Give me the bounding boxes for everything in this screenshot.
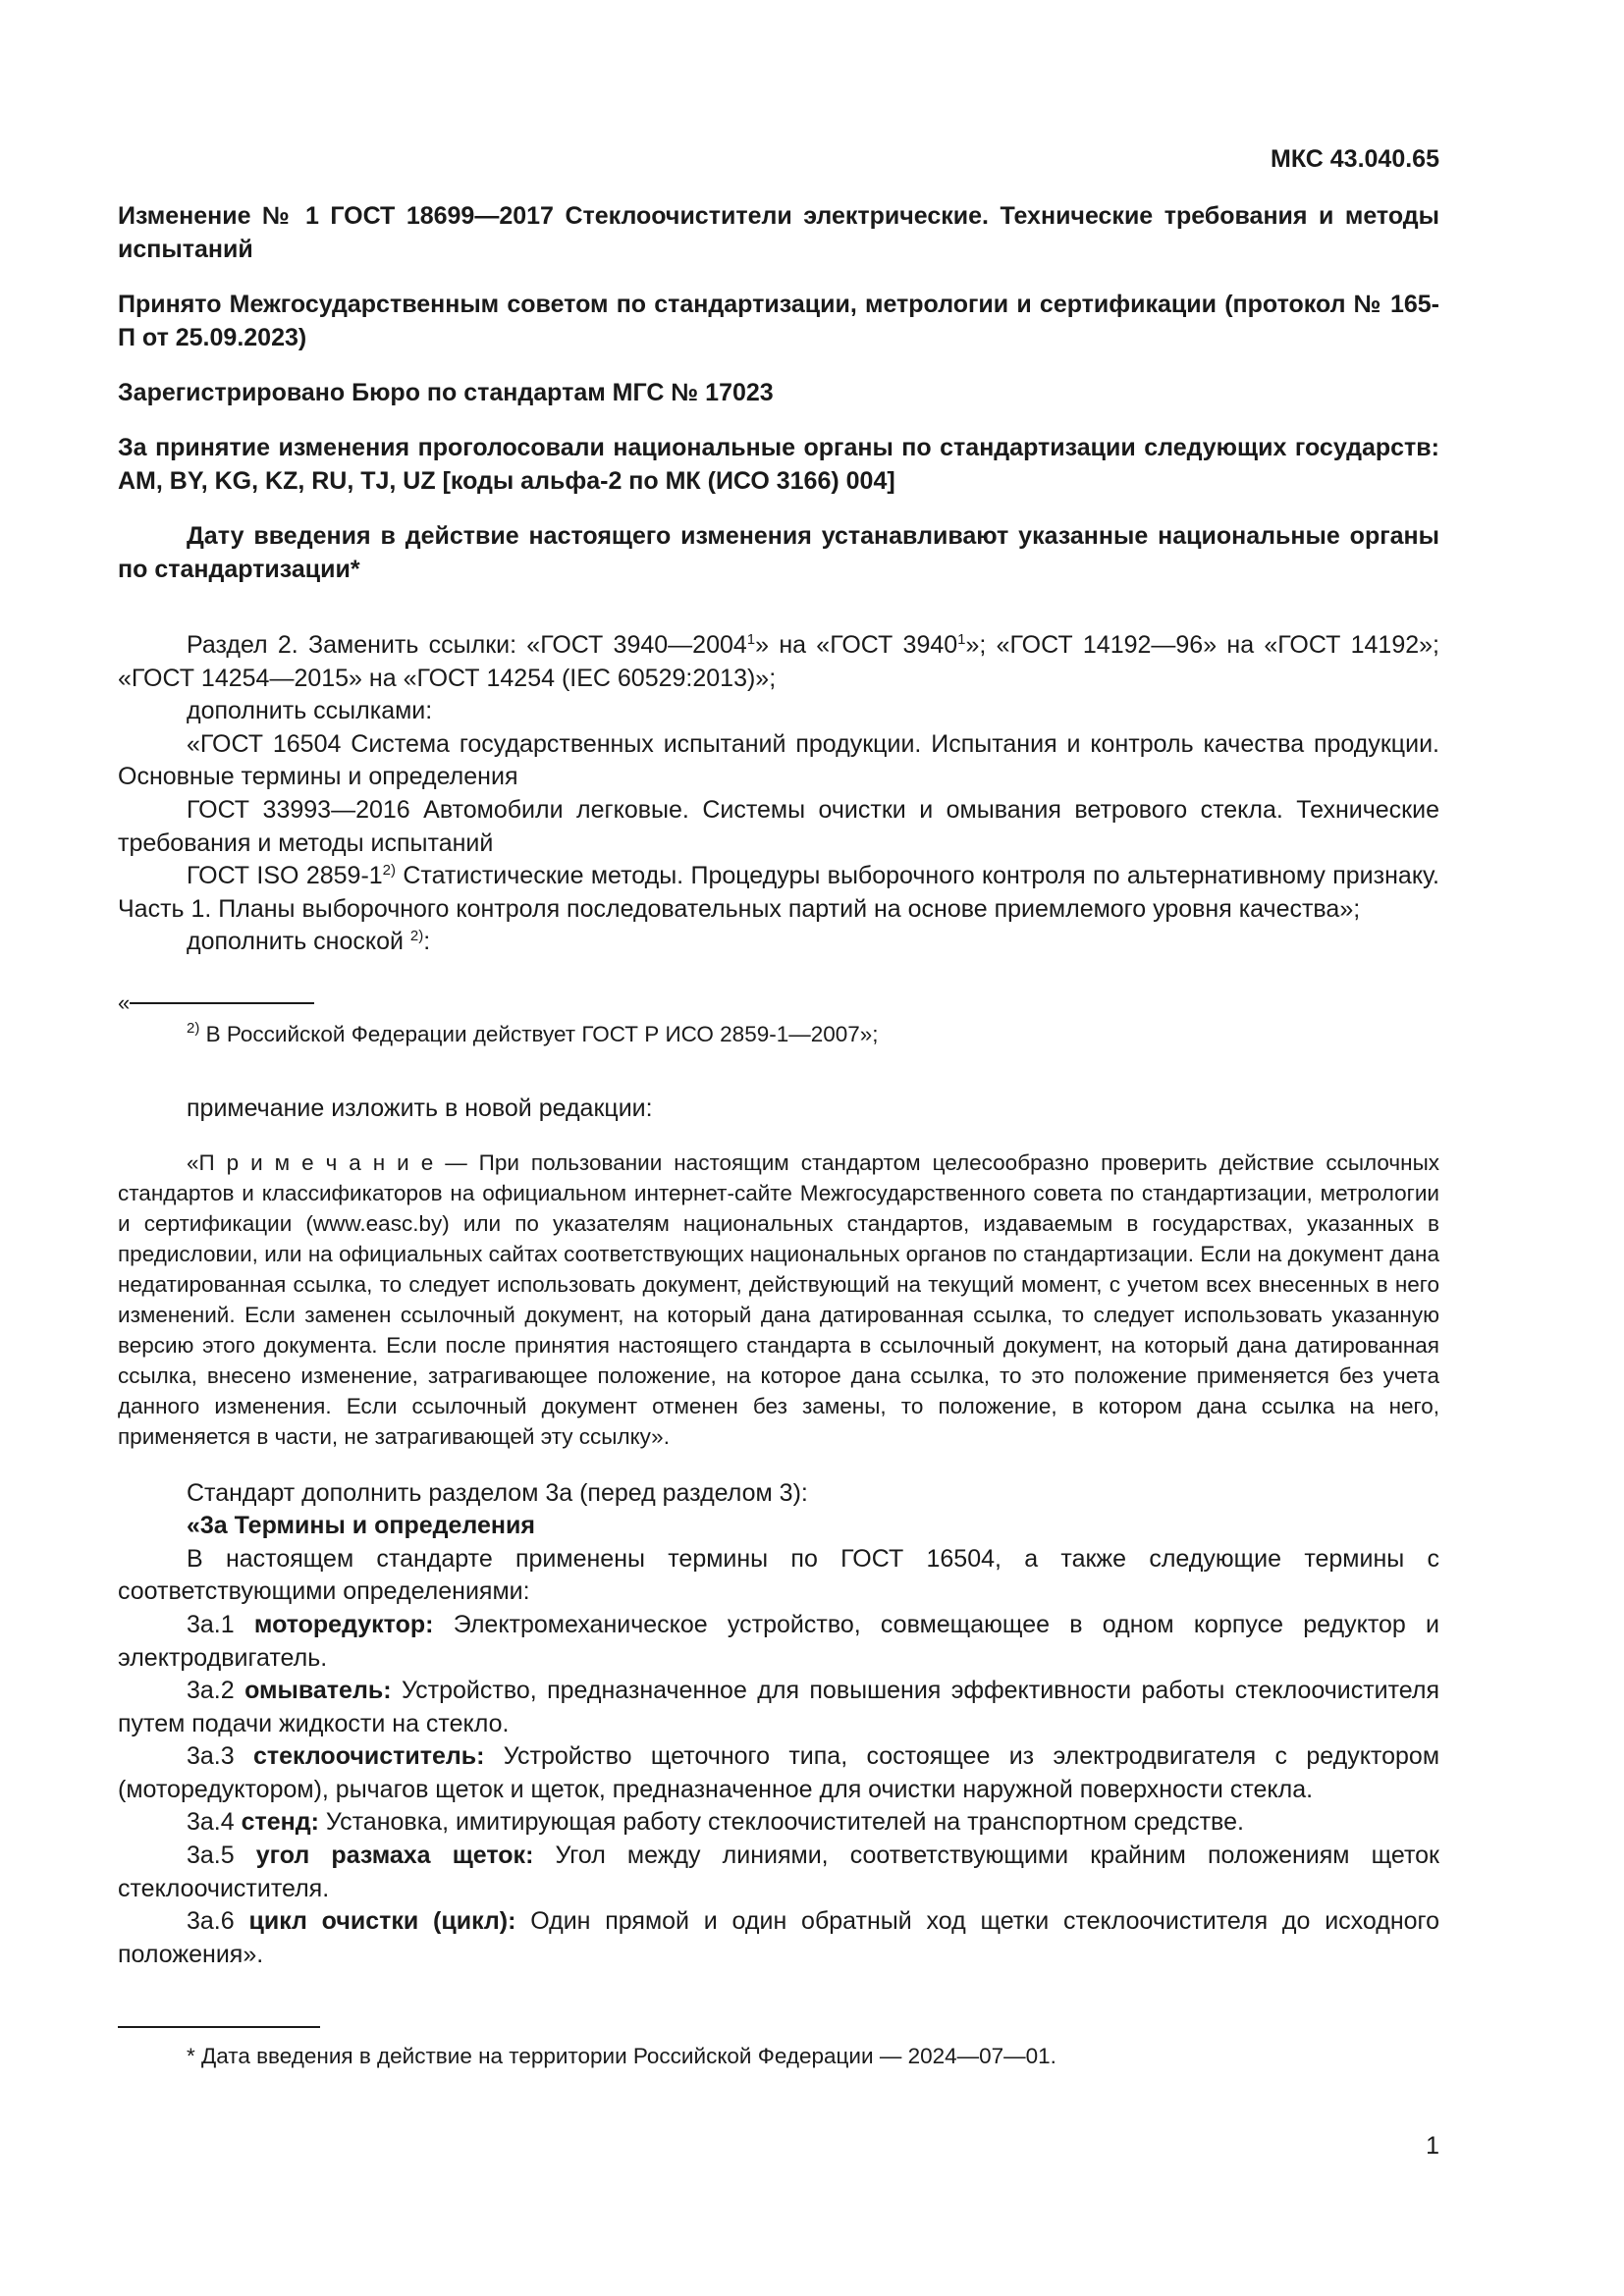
quote-open-mark: « xyxy=(118,989,131,1015)
replace-references-paragraph: Раздел 2. Заменить ссылки: «ГОСТ 3940—2004$^1$» на «ГОСТ 3940$^1$»; «ГОСТ 14192—96» на «ГОСТ 14192»; «ГОСТ 14254—2015» на «ГОСТ 14254 (IEC 60529:2013)»; xyxy=(118,631,1439,692)
section-3a-preamble: В настоящем стандарте применены термины по ГОСТ 16504, а также следующие термины с соответствующими определениями: xyxy=(118,1544,1439,1606)
add-references-intro: дополнить ссылками: xyxy=(187,697,433,725)
note-text: «П р и м е ч а н и е — При пользовании настоящим стандартом целесообразно проверить действие ссылочных стандартов и классификаторов на официальном интернет-сайте Межгосударственного совета по стандартизации, метрологии и сертификации (www.easc.by) или по указателям национальных стандартов, издаваемым в государствах, указанных в предисловии, или на официальных сайтах соответствующих национальных органов по стандартизации. Если на документ дана недатированная ссылка, то следует использовать документ, действующий на текущий момент, с учетом всех внесенных в него изменений. Если заменен ссылочный документ, на который дана датированная ссылка, то следует использовать указанную версию этого документа. Если после принятия настоящего стандарта в ссылочный документ, на который дана датированная ссылка, внесено изменение, затрагивающее положение, на которое дана ссылка, то это положение применяется без учета данного изменения. Если ссылочный документ отменен без замены, то положение, в котором дана ссылка на него, применяется в части, не затрагивающей эту ссылку». xyxy=(118,1149,1439,1449)
registered-statement: Зарегистрировано Бюро по стандартам МГС № 17023 xyxy=(118,379,774,406)
footnote-separator xyxy=(130,1002,314,1004)
term-item: 3а.3 стеклоочиститель: Устройство щеточного типа, состоящее из электродвигателя с редуктором (моторедуктором), рычагов щеток и щеток, предназначенное для очистки наружной поверхности стекла. xyxy=(118,1742,1440,1803)
term-item: 3а.1 моторедуктор: Электромеханическое устройство, совмещающее в одном корпусе редуктор и электродвигатель. xyxy=(118,1610,1439,1672)
section-2-amendments xyxy=(118,629,1439,959)
term-item: 3а.4 стенд: Установка, имитирующая работу стеклоочистителей на транспортном средстве. xyxy=(187,1808,1244,1837)
adopted-statement: Принято Межгосударственным советом по стандартизации, метрологии и сертификации (протокол № 165-П от 25.09.2023) xyxy=(118,291,1439,351)
content xyxy=(118,0,1439,2071)
section-3a xyxy=(118,1477,1439,1972)
term-item: 3а.6 цикл очистки (цикл): Один прямой и один обратный ход щетки стеклоочистителя до исходного положения». xyxy=(118,1907,1439,1968)
inserted-footnote-rule xyxy=(118,989,1439,1015)
voted-statement: За принятие изменения проголосовали национальные органы по стандартизации следующих государств: AM, BY, KG, KZ, RU, TJ, UZ [коды альфа-2 по МК (ИСО 3166) 004] xyxy=(118,434,1439,495)
section-3a-intro: Стандарт дополнить разделом 3а (перед разделом 3): xyxy=(187,1478,808,1507)
note-intro: примечание изложить в новой редакции: xyxy=(187,1094,653,1122)
reference-gost-16504: «ГОСТ 16504 Система государственных испытаний продукции. Испытания и контроль качества продукции. Основные термины и определения xyxy=(118,729,1439,791)
reference-gost-iso-2859: ГОСТ ISO 2859-1$^{2)}$ Статистические методы. Процедуры выборочного контроля по альтернативному признаку. Часть 1. Планы выборочного контроля последовательных партий на основе приемлемого уровня качества»; xyxy=(118,862,1439,923)
amendment-title: Изменение № 1 ГОСТ 18699—2017 Стеклоочистители электрические. Технические требования и методы испытаний xyxy=(118,202,1439,263)
footnote-separator xyxy=(118,2026,320,2028)
add-footnote-intro: дополнить сноской $^{2)}$: xyxy=(187,928,431,956)
date-footnote: * Дата введения в действие на территории Российской Федерации — 2024—07—01. xyxy=(187,2044,1056,2069)
term-item: 3а.2 омыватель: Устройство, предназначенное для повышения эффективности работы стеклоочистителя путем подачи жидкости на стекло. xyxy=(118,1677,1439,1737)
reference-gost-33993: ГОСТ 33993—2016 Автомобили легковые. Системы очистки и омывания ветрового стекла. Технические требования и методы испытаний xyxy=(118,795,1439,857)
section-3a-heading: «3а Термины и определения xyxy=(187,1512,535,1540)
inserted-footnote-text: $^{2)}$ В Российской Федерации действует ГОСТ Р ИСО 2859-1—2007»; xyxy=(187,1019,879,1046)
mks-code: МКС 43.040.65 xyxy=(1271,145,1439,173)
effective-date-statement: Дату введения в действие настоящего изменения устанавливают указанные национальные органы по стандартизации* xyxy=(118,522,1439,583)
page-number: 1 xyxy=(1426,2132,1439,2160)
term-item: 3а.5 угол размаха щеток: Угол между линиями, соответствующими крайним положениям щеток стеклоочистителя. xyxy=(118,1842,1439,1902)
